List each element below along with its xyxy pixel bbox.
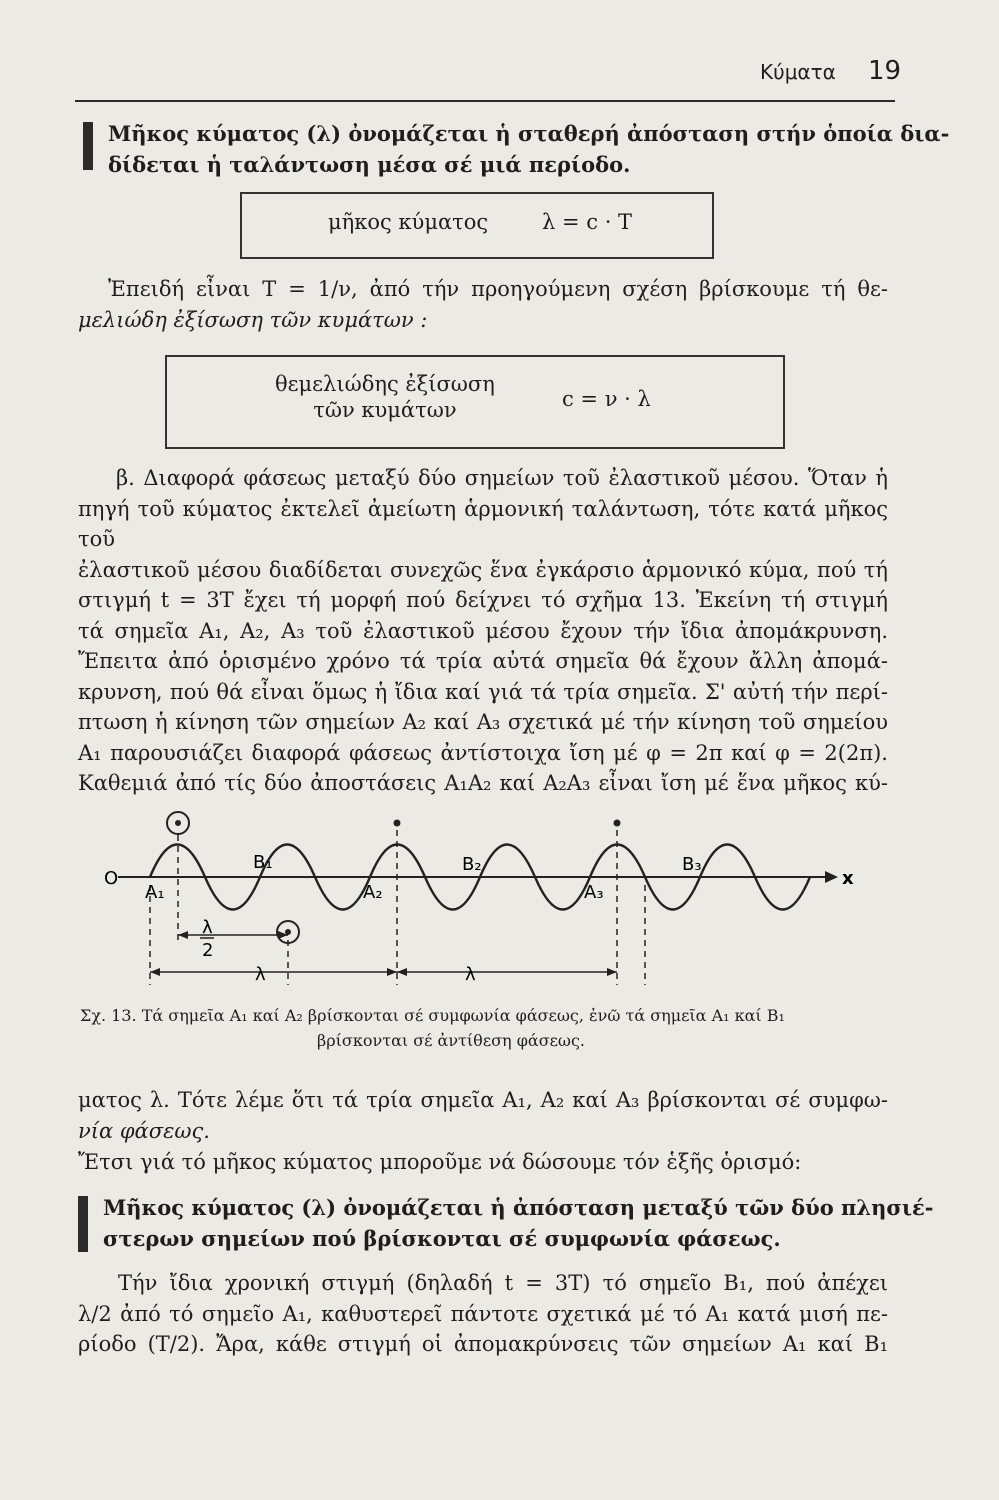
x-axis-arrow-icon	[825, 871, 838, 883]
caption-line: Σχ. 13. Τά σημεῖα A₁ καί A₂ βρίσκονται σέ συμφωνία φάσεως, ἐνῶ τά σημεῖα A₁ καί B₁	[80, 1006, 785, 1025]
label-x-axis: x	[842, 868, 854, 889]
label-lambda-2: λ	[465, 964, 476, 985]
formula-label-line: θεμελιώδης ἐξίσωση	[275, 372, 495, 396]
text-line: πηγή τοῦ κύματος ἐκτελεῖ ἀμείωτη ἁρμονική ταλάντωση, τότε κατά μῆκος τοῦ	[78, 496, 888, 551]
text-line: νία φάσεως.	[78, 1119, 210, 1143]
formula-equation: λ = c · T	[542, 210, 633, 234]
text-line: πτωση ἡ κίνηση τῶν σημείων A₂ καί A₃ σχετικά μέ τήν κίνηση τοῦ σημείου	[78, 710, 888, 734]
running-header-title: Κύματα	[760, 60, 836, 84]
text-line: μελιώδη ἐξίσωση τῶν κυμάτων :	[78, 308, 428, 332]
page-number: 19	[868, 56, 902, 86]
formula-box-fundamental	[165, 355, 785, 449]
text-line: ρίοδο (T/2). Ἄρα, κάθε στιγμή οἱ ἀπομακρύνσεις τῶν σημείων A₁ καί B₁	[78, 1332, 888, 1356]
text-line: στιγμή t = 3T ἔχει τή μορφή πού δείχνει τό σχῆμα 13. Ἐκείνη τή στιγμή	[78, 588, 888, 612]
paragraph	[78, 1116, 888, 1177]
label-b2: B₂	[462, 854, 482, 875]
label-a3: A₃	[584, 882, 604, 903]
label-half-lambda-denominator: 2	[202, 940, 214, 961]
paragraph	[78, 1085, 888, 1116]
point-b1-dot	[285, 929, 291, 935]
text-line: ματος λ. Τότε λέμε ὅτι τά τρία σημεῖα A₁, A₂ καί A₃ βρίσκονται σέ συμφω-	[78, 1088, 888, 1112]
formula-box-wavelength	[240, 192, 714, 259]
formula-equation: c = ν · λ	[562, 387, 651, 411]
text-line: Καθεμιά ἀπό τίς δύο ἀποστάσεις A₁A₂ καί A₂A₃ εἶναι ἴση μέ ἕνα μῆκος κύ-	[78, 771, 888, 795]
point-a2-dot	[394, 820, 401, 827]
definition-marker-bar	[78, 1196, 88, 1252]
paragraph	[78, 305, 888, 336]
definition-wavelength-1	[108, 118, 949, 180]
text-line: Ἔπειτα ἀπό ὁρισμένο χρόνο τά τρία αὐτά σημεῖα θά ἔχουν ἄλλη ἀπομά-	[78, 649, 888, 673]
paragraph	[108, 274, 888, 305]
text-line: β. Διαφορά φάσεως μεταξύ δύο σημείων τοῦ ἐλαστικοῦ μέσου. Ὅταν ἡ	[116, 466, 888, 490]
text-line: Ἔτσι γιά τό μῆκος κύματος μποροῦμε νά δώσουμε τόν ἑξῆς ὁρισμό:	[78, 1149, 802, 1174]
formula-label: μῆκος κύματος	[328, 210, 489, 234]
definition-marker-bar	[83, 122, 93, 170]
label-a2: A₂	[363, 882, 383, 903]
text-line: A₁ παρουσιάζει διαφορά φάσεως ἀντίστοιχα ἴση μέ φ = 2π καί φ = 2(2π).	[78, 740, 888, 765]
arrowhead-icon	[150, 968, 160, 976]
arrowhead-icon	[178, 931, 188, 939]
point-a1-dot	[175, 820, 181, 826]
text-line: λ/2 ἀπό τό σημεῖο A₁, καθυστερεῖ πάντοτε σχετικά μέ τό A₁ κατά μισή πε-	[78, 1301, 888, 1326]
text-line: ἐλαστικοῦ μέσου διαδίδεται συνεχῶς ἕνα ἐγκάρσιο ἁρμονικό κύμα, πού τή	[78, 557, 888, 582]
formula-label-line: τῶν κυμάτων	[313, 398, 457, 422]
label-a1: A₁	[145, 882, 165, 903]
figure-13-wave	[90, 790, 860, 1010]
definition-line: Μῆκος κύματος (λ) ὀνομάζεται ἡ ἀπόσταση μεταξύ τῶν δύο πλησιέ-	[103, 1195, 934, 1220]
text-line: κρυνση, πού θά εἶναι ὅμως ἡ ἴδια καί γιά τά τρία σημεῖα. Σ' αὐτή τήν περί-	[78, 679, 888, 704]
paragraph	[78, 1268, 888, 1360]
section-b-paragraph	[78, 463, 888, 799]
figure-caption	[80, 1003, 900, 1053]
text-line: Τήν ἴδια χρονική στιγμή (δηλαδή t = 3T) τό σημεῖο B₁, πού ἀπέχει	[118, 1271, 888, 1295]
text-line: Ἐπειδή εἶναι Τ = 1/ν, ἀπό τήν προηγούμενη σχέση βρίσκουμε τή θε-	[108, 277, 888, 301]
label-lambda-1: λ	[255, 964, 266, 985]
definition-line: δίδεται ἡ ταλάντωση μέσα σέ μιά περίοδο.	[108, 152, 631, 177]
label-half-lambda-numerator: λ	[202, 917, 213, 938]
formula-label	[275, 371, 495, 423]
arrowhead-icon	[387, 968, 397, 976]
label-b3: B₃	[682, 854, 702, 875]
text-line: τά σημεῖα A₁, A₂, A₃ τοῦ ἐλαστικοῦ μέσου ἔχουν τήν ἴδια ἀπομάκρυνση.	[78, 618, 888, 643]
label-origin: O	[104, 868, 119, 889]
point-a3-dot	[614, 820, 621, 827]
header-rule	[75, 100, 895, 102]
arrowhead-icon	[397, 968, 407, 976]
arrowhead-icon	[607, 968, 617, 976]
definition-line: Μῆκος κύματος (λ) ὀνομάζεται ἡ σταθερή ἀπόσταση στήν ὁποία δια-	[108, 121, 950, 146]
definition-line: στερων σημείων πού βρίσκονται σέ συμφωνία φάσεως.	[103, 1226, 781, 1251]
definition-wavelength-2	[103, 1192, 934, 1254]
caption-line: βρίσκονται σέ ἀντίθεση φάσεως.	[317, 1031, 586, 1050]
label-b1: B₁	[253, 852, 273, 873]
